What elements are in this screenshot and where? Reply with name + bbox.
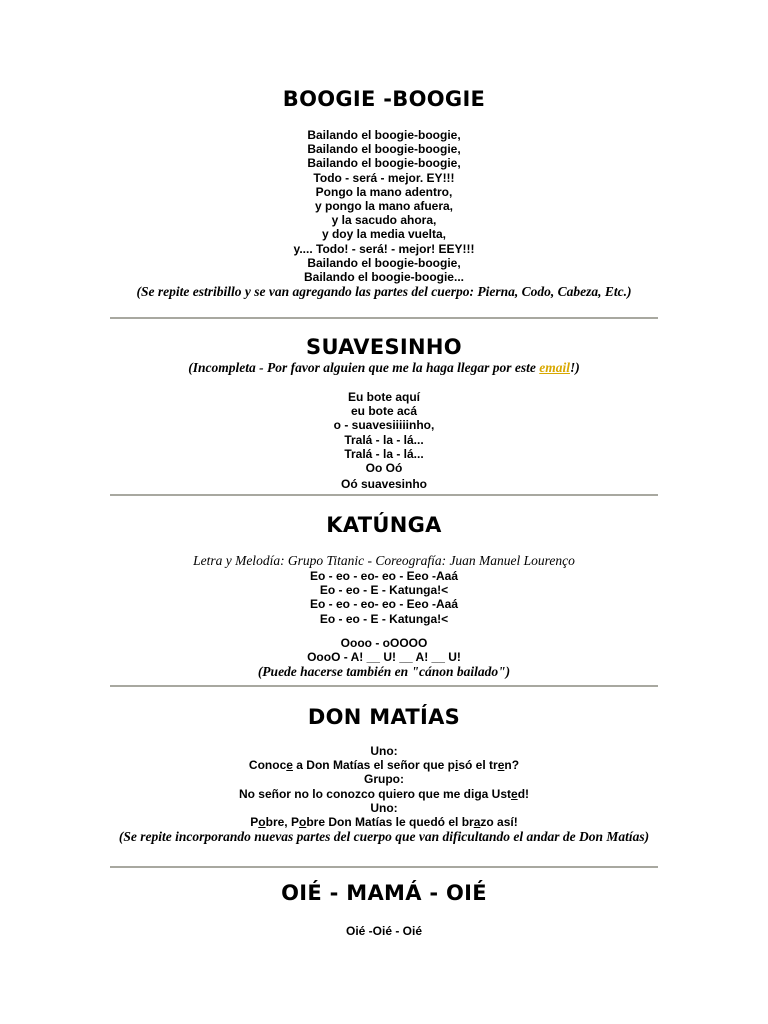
lyrics xyxy=(110,569,658,664)
lyric-line: Tralá - la - lá... xyxy=(344,446,424,461)
lyric-line: y doy la media vuelta, xyxy=(321,227,447,242)
lyric-line: Bailando el boogie-boogie... xyxy=(303,270,464,285)
lyric-line: Bailando el boogie-boogie, xyxy=(307,128,461,142)
note-text: (Incompleta - Por favor alguien que me la haga llegar por este xyxy=(188,360,540,375)
lyric-line: eu bote acá xyxy=(350,404,418,419)
lyric-line: No señor no lo conozco quiero que me diga Usted! xyxy=(238,786,530,801)
song-katunga xyxy=(110,512,658,680)
lyric-line: Oié -Oié - Oié xyxy=(345,924,423,938)
lyric-line: Eu bote aquí xyxy=(348,390,420,404)
lyric-line: Tralá - la - lá... xyxy=(344,432,424,447)
lyric-line: Eo - eo - E - Katunga!< xyxy=(319,583,449,598)
song-note xyxy=(110,360,658,376)
lyric-line: Bailando el boogie-boogie, xyxy=(307,255,461,270)
lyrics xyxy=(110,744,658,829)
lyrics xyxy=(110,390,658,491)
lyric-line: Todo - será - mejor. EY!!! xyxy=(313,170,455,185)
song-don-matias xyxy=(110,704,658,845)
lyric-line: Uno: xyxy=(370,744,398,758)
lyrics xyxy=(110,924,658,938)
song-note: (Se repite incorporando nuevas partes del cuerpo que van dificultando el andar de Don Matías) xyxy=(118,829,650,845)
song-title: KATÚNGA xyxy=(326,513,442,537)
lyric-line: Pobre, Pobre Don Matías le quedó el brazo así! xyxy=(250,815,518,830)
lyric-line: Oó suavesinho xyxy=(340,477,428,492)
lyric-line: o - suavesiiiiinho, xyxy=(333,418,435,433)
spacer xyxy=(110,626,658,636)
lyric-line: y pongo la mano afuera, xyxy=(314,199,454,214)
divider xyxy=(110,685,658,687)
song-suavesinho xyxy=(110,334,658,491)
note-text: !) xyxy=(569,360,580,375)
lyric-line: Conoce a Don Matías el señor que pisó el tren? xyxy=(248,758,520,773)
divider xyxy=(110,494,658,496)
song-title: DON MATÍAS xyxy=(307,705,461,729)
song-note: (Se repite estribillo y se van agregando las partes del cuerpo: Pierna, Codo, Cabeza, Etc.) xyxy=(136,284,632,300)
lyric-line: Bailando el boogie-boogie, xyxy=(307,142,461,157)
song-title: SUAVESINHO xyxy=(306,335,462,359)
lyric-line: Bailando el boogie-boogie, xyxy=(307,156,461,171)
lyric-line: Pongo la mano adentro, xyxy=(315,184,453,199)
song-boogie-boogie xyxy=(110,86,658,300)
lyric-line: Eo - eo - eo- eo - Eeo -Aaá xyxy=(309,597,459,612)
song-note: (Puede hacerse también en "cánon bailado") xyxy=(257,664,511,680)
lyric-line: Uno: xyxy=(370,800,398,815)
lyric-line: Eo - eo - E - Katunga!< xyxy=(319,611,449,626)
email-link[interactable]: email xyxy=(539,360,570,375)
lyric-line: Oo Oó xyxy=(365,461,403,476)
song-title: BOOGIE -BOOGIE xyxy=(282,87,486,111)
lyric-line: Grupo: xyxy=(364,772,404,787)
lyric-line: y.... Todo! - será! - mejor! EEY!!! xyxy=(293,241,475,256)
lyric-line: Eo - eo - eo- eo - Eeo -Aaá xyxy=(309,569,459,583)
divider xyxy=(110,866,658,868)
lyrics xyxy=(110,128,658,284)
song-title: OIÉ - MAMÁ - OIÉ xyxy=(281,881,487,905)
lyric-line: OooO - A! __ U! __ A! __ U! xyxy=(307,650,461,665)
song-oie-mama-oie xyxy=(110,880,658,938)
song-credit: Letra y Melodía: Grupo Titanic - Coreografía: Juan Manuel Lourenço xyxy=(193,553,575,568)
divider xyxy=(110,317,658,319)
lyric-line: Oooo - oOOOO xyxy=(340,635,428,650)
lyric-line: y la sacudo ahora, xyxy=(331,213,437,228)
